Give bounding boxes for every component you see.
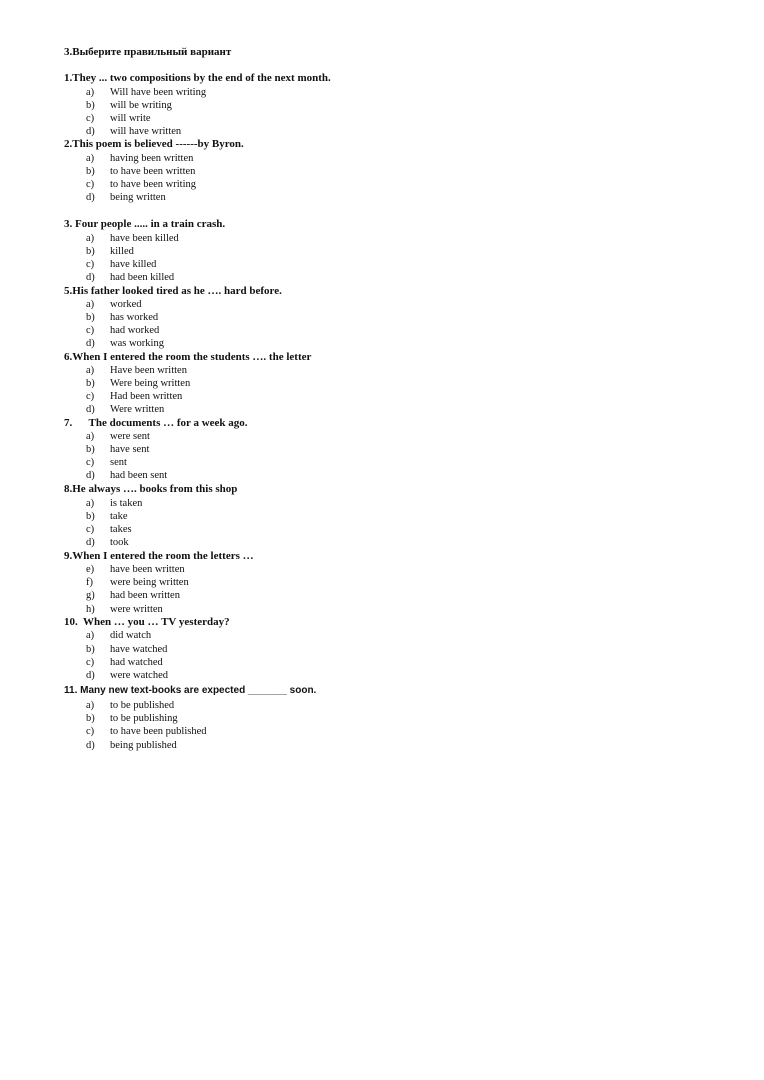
option-text: to be publishing — [110, 713, 178, 724]
option-letter: a) — [86, 233, 95, 244]
option-text: Were written — [110, 404, 165, 415]
option-letter: c) — [86, 391, 95, 402]
option-text: being published — [110, 740, 177, 751]
option-text: will be writing — [110, 100, 172, 111]
option-letter: c) — [86, 113, 95, 124]
option-letter: d) — [86, 537, 95, 548]
option-text: Have been written — [110, 365, 187, 376]
option-text: being written — [110, 192, 166, 203]
question-3: 3. Four people ..... in a train crash. — [64, 218, 226, 230]
option-letter: d) — [86, 272, 95, 283]
question-11: 11. Many new text-books are expected _______ soon. — [64, 685, 317, 696]
option-letter: d) — [86, 192, 95, 203]
option-letter: c) — [86, 259, 95, 270]
option-text: were being written — [110, 577, 189, 588]
option-letter: a) — [86, 299, 95, 310]
exercise-heading: 3.Выберите правильный вариант — [64, 46, 232, 58]
option-text: has worked — [110, 312, 159, 323]
question-8: 8.He always …. books from this shop — [64, 483, 238, 495]
question-6: 6.When I entered the room the students …. the letter — [64, 351, 312, 363]
option-letter: a) — [86, 365, 95, 376]
question-2: 2.This poem is believed ------by Byron. — [64, 138, 244, 150]
option-text: were watched — [110, 670, 169, 681]
option-text: had been written — [110, 590, 180, 601]
option-text: Had been written — [110, 391, 183, 402]
option-letter: e) — [86, 564, 95, 575]
option-letter: c) — [86, 457, 95, 468]
option-letter: d) — [86, 670, 95, 681]
option-letter: g) — [86, 590, 95, 601]
option-letter: c) — [86, 325, 95, 336]
option-text: have killed — [110, 259, 157, 270]
option-text: killed — [110, 246, 134, 257]
option-text: to have been published — [110, 726, 207, 737]
option-letter: b) — [86, 312, 95, 323]
option-text: have been written — [110, 564, 185, 575]
option-letter: a) — [86, 630, 95, 641]
option-text: have been killed — [110, 233, 179, 244]
question-5: 5.His father looked tired as he …. hard before. — [64, 285, 282, 297]
option-text: did watch — [110, 630, 152, 641]
option-text: were written — [110, 604, 163, 615]
option-letter: c) — [86, 657, 95, 668]
option-letter: b) — [86, 100, 95, 111]
option-letter: f) — [86, 577, 93, 588]
option-letter: b) — [86, 246, 95, 257]
option-letter: b) — [86, 444, 95, 455]
option-letter: c) — [86, 726, 95, 737]
option-letter: d) — [86, 470, 95, 481]
option-text: will write — [110, 113, 151, 124]
option-letter: d) — [86, 126, 95, 137]
option-letter: a) — [86, 87, 95, 98]
option-text: takes — [110, 524, 132, 535]
question-7: 7. The documents … for a week ago. — [64, 417, 248, 429]
question-9: 9.When I entered the room the letters … — [64, 550, 254, 562]
option-letter: d) — [86, 338, 95, 349]
option-letter: a) — [86, 431, 95, 442]
option-text: sent — [110, 457, 127, 468]
option-text: had been killed — [110, 272, 175, 283]
option-text: to have been writing — [110, 179, 197, 190]
option-text: have sent — [110, 444, 150, 455]
option-text: Were being written — [110, 378, 191, 389]
option-letter: a) — [86, 700, 95, 711]
option-letter: d) — [86, 740, 95, 751]
option-letter: c) — [86, 179, 95, 190]
option-letter: a) — [86, 153, 95, 164]
option-text: worked — [110, 299, 142, 310]
option-text: to have been written — [110, 166, 196, 177]
option-text: Will have been writing — [110, 87, 207, 98]
question-1: 1.They ... two compositions by the end of the next month. — [64, 72, 331, 84]
option-text: to be published — [110, 700, 175, 711]
option-text: take — [110, 511, 128, 522]
option-text: were sent — [110, 431, 150, 442]
option-text: having been written — [110, 153, 194, 164]
option-letter: a) — [86, 498, 95, 509]
option-text: took — [110, 537, 129, 548]
option-letter: h) — [86, 604, 95, 615]
option-text: is taken — [110, 498, 143, 509]
option-letter: b) — [86, 644, 95, 655]
option-letter: c) — [86, 524, 95, 535]
option-text: was working — [110, 338, 164, 349]
option-text: will have written — [110, 126, 182, 137]
option-letter: b) — [86, 378, 95, 389]
option-text: had watched — [110, 657, 163, 668]
option-letter: d) — [86, 404, 95, 415]
option-letter: b) — [86, 511, 95, 522]
option-text: had worked — [110, 325, 160, 336]
option-text: have watched — [110, 644, 168, 655]
question-10: 10. When … you … TV yesterday? — [64, 616, 230, 628]
option-text: had been sent — [110, 470, 168, 481]
option-letter: b) — [86, 166, 95, 177]
option-letter: b) — [86, 713, 95, 724]
